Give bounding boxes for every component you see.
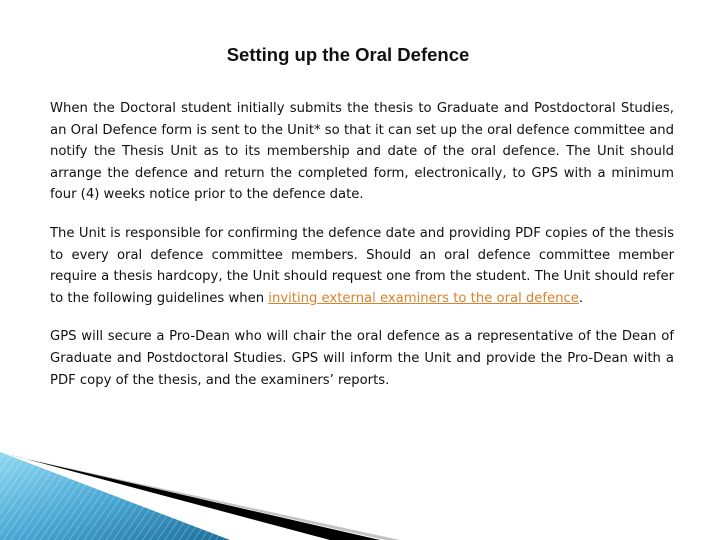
paragraph-text-after-link: . (578, 290, 584, 306)
paragraph-pro-dean: GPS will secure a Pro-Dean who will chair the oral defence as a representative of the Dean of Graduate and Postdoctoral Studies. GPS will inform the Unit and provide the Pro-Dean with a PDF copy of the thesis, and the examiners’ reports. (50, 329, 674, 388)
paragraph-text-before-link: The Unit is responsible for confirming the defence date and providing PDF copies of the thesis to every oral defence committee members. Should an oral defence committee member require a thesis hardcopy, the Unit should request one from the student. The Unit should refer to the following guidelines when (50, 225, 674, 306)
slide-title: Setting up the Oral Defence (226, 44, 470, 65)
external-examiners-guidelines-link[interactable]: inviting external examiners to the oral defence (268, 290, 579, 306)
paragraph-oral-defence-form: When the Doctoral student initially submits the thesis to Graduate and Postdoctoral Studies, an Oral Defence form is sent to the Unit* so that it can set up the oral defence committee and notify the Thesis Unit as to its membership and date of the oral defence. The Unit should arrange the defence and return the completed form, electronically, to GPS with a minimum four (4) weeks notice prior to the defence date. (50, 101, 674, 203)
